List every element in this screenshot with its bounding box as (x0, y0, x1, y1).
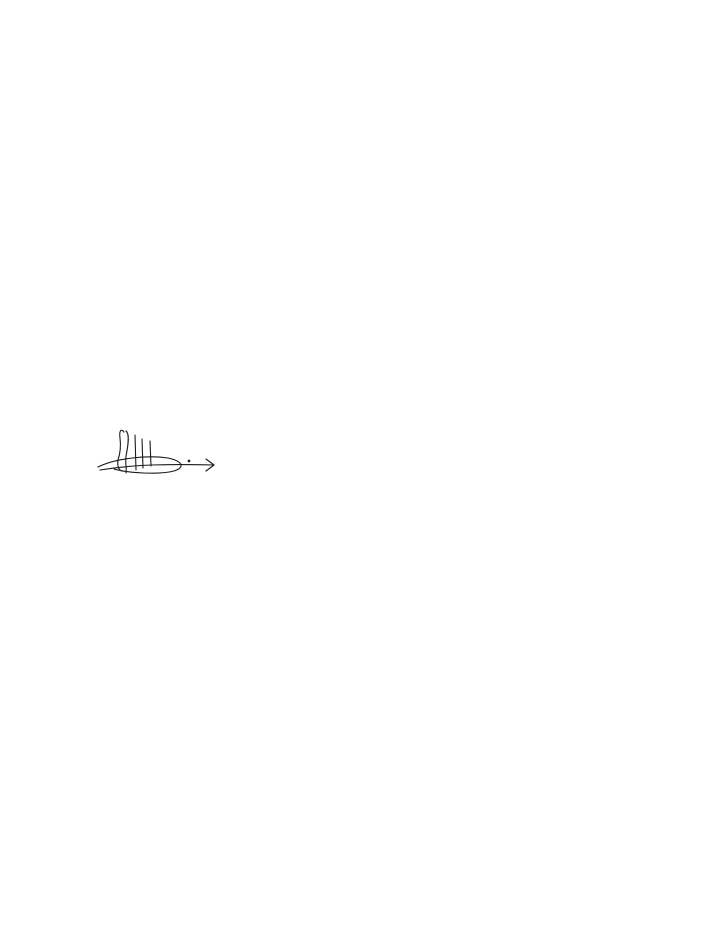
psav-logo (486, 861, 596, 895)
handwritten-signature (96, 426, 220, 488)
